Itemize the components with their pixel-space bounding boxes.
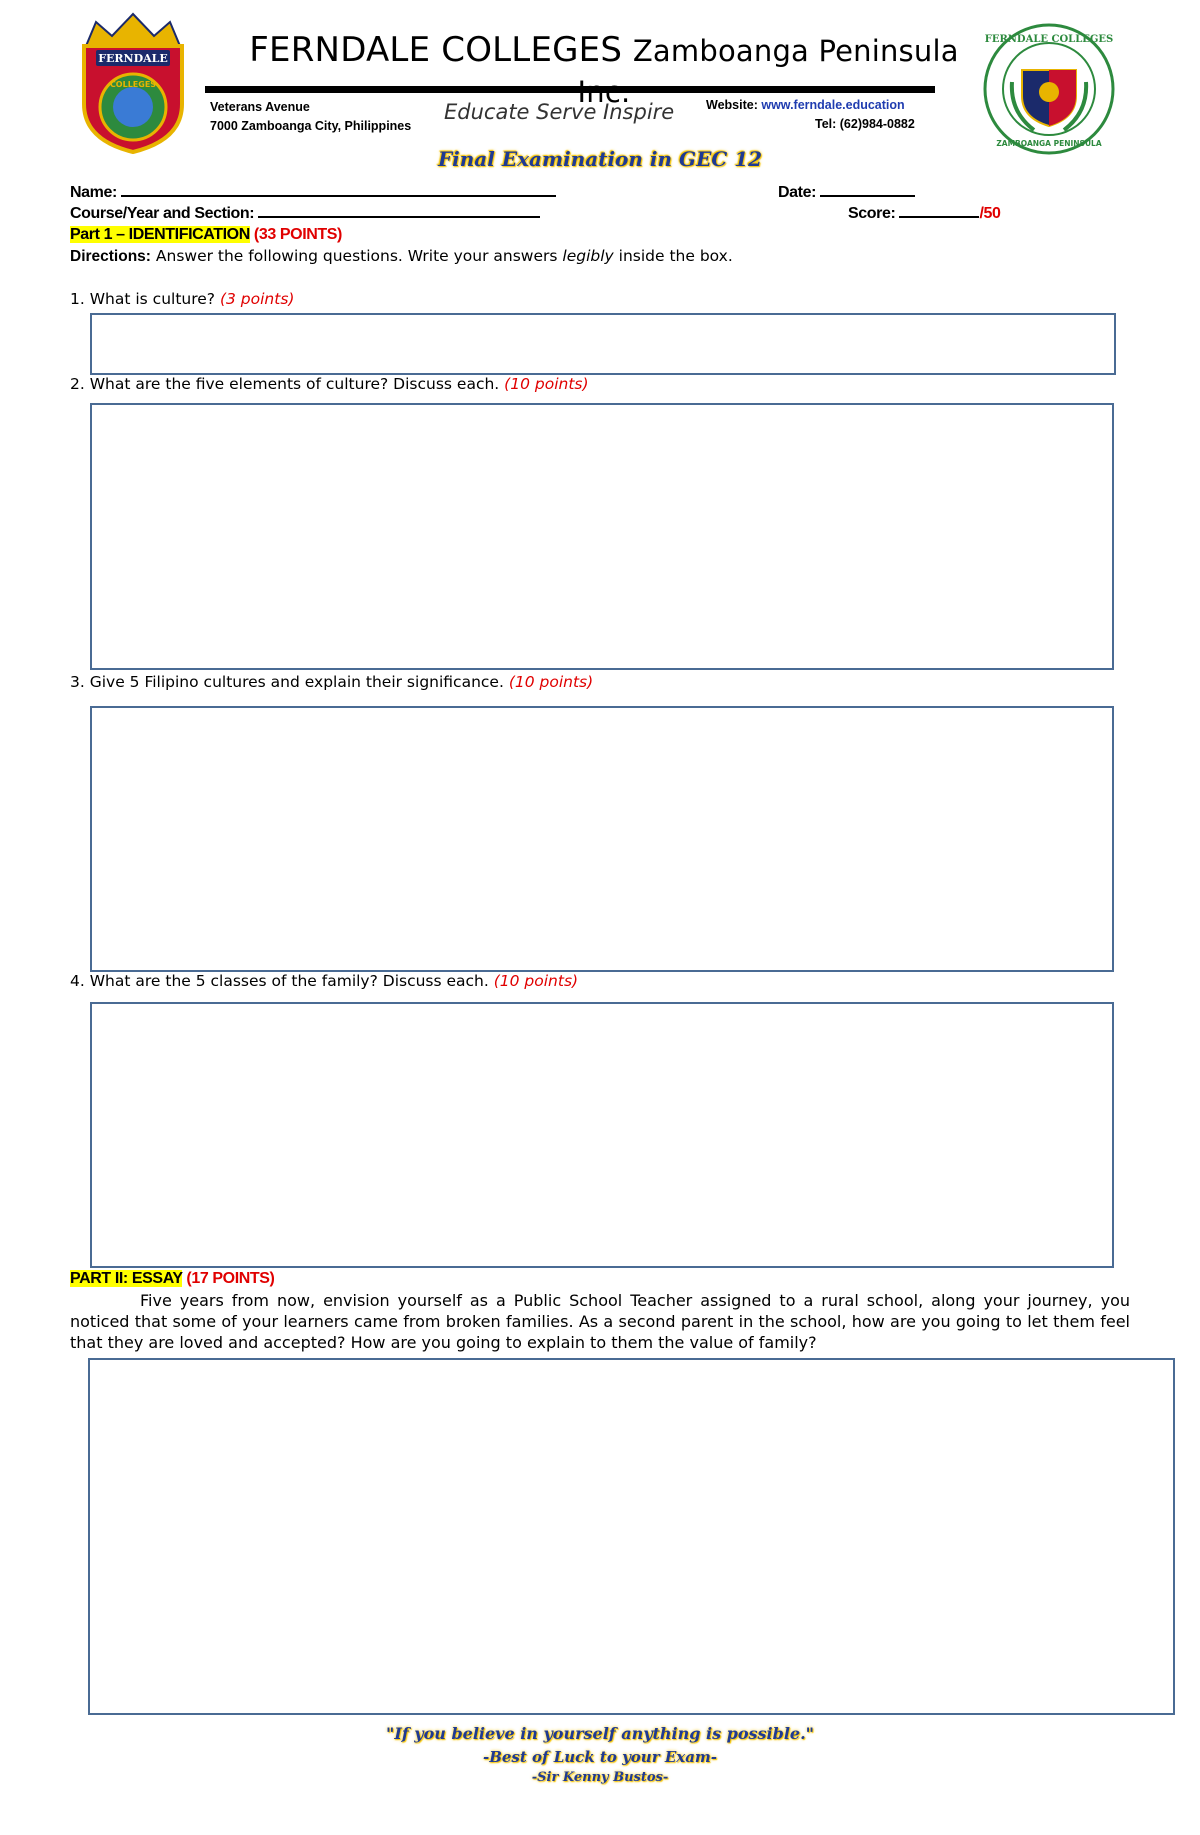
svg-text:ZAMBOANGA PENINSULA: ZAMBOANGA PENINSULA: [996, 139, 1102, 148]
exam-title: Final Examination in GEC 12: [437, 147, 763, 171]
footer-signature: -Sir Kenny Bustos-: [531, 1770, 669, 1785]
part2-points: (17 POINTS): [186, 1270, 275, 1287]
directions-emphasis: legibly: [562, 247, 614, 265]
directions-text-b: inside the box.: [613, 247, 733, 265]
question-4-text: 4. What are the 5 classes of the family? Discuss each.: [70, 972, 494, 990]
question-3: [70, 673, 593, 691]
score-label: Score:: [848, 205, 896, 222]
question-1-text: 1. What is culture?: [70, 290, 220, 308]
question-1-points: (3 points): [219, 290, 295, 308]
question-2: [70, 375, 589, 393]
directions: [70, 247, 733, 266]
course-line[interactable]: [258, 216, 540, 218]
address-line-1: Veterans Avenue: [210, 100, 310, 114]
score-line[interactable]: [899, 216, 979, 218]
left-logo-text: FERNDALE: [98, 52, 168, 65]
part1-points: (33 POINTS): [253, 226, 342, 243]
header-rule: [205, 86, 935, 93]
date-line[interactable]: [820, 195, 915, 197]
website: [706, 98, 905, 112]
address-line-2: 7000 Zamboanga City, Philippines: [210, 119, 412, 133]
left-school-logo: [78, 12, 188, 154]
right-school-seal: [982, 22, 1117, 157]
score-field[interactable]: [848, 205, 1001, 223]
question-2-text: 2. What are the five elements of culture? Discuss each.: [70, 375, 505, 393]
score-total: /50: [979, 205, 1001, 222]
essay-prompt: [70, 1290, 1130, 1353]
part2-heading: [70, 1270, 274, 1288]
website-label: Website:: [706, 98, 758, 112]
question-3-text: 3. Give 5 Filipino cultures and explain their significance.: [70, 673, 509, 691]
directions-text-a: Answer the following questions. Write your answers: [150, 247, 563, 265]
name-line[interactable]: [121, 195, 556, 197]
website-link[interactable]: www.ferndale.education: [761, 98, 905, 112]
question-2-points: (10 points): [504, 375, 589, 393]
question-1: [70, 290, 294, 308]
school-name-suffix: Zamboanga Peninsula: [632, 34, 959, 68]
directions-label: Directions:: [70, 248, 151, 265]
school-name-main: FERNDALE COLLEGES: [249, 30, 623, 70]
telephone: Tel: (62)984-0882: [815, 117, 915, 131]
school-motto: Educate Serve Inspire: [444, 100, 675, 124]
essay-answer-box[interactable]: [88, 1358, 1175, 1715]
date-label: Date:: [778, 184, 817, 201]
answer-box-2[interactable]: [90, 403, 1114, 670]
answer-box-3[interactable]: [90, 706, 1114, 972]
name-label: Name:: [70, 184, 117, 201]
course-field[interactable]: [70, 205, 540, 223]
footer-wish: -Best of Luck to your Exam-: [482, 1748, 718, 1766]
question-4: [70, 972, 578, 990]
question-3-points: (10 points): [508, 673, 594, 691]
date-field[interactable]: [778, 184, 915, 202]
course-label: Course/Year and Section:: [70, 205, 255, 222]
name-field[interactable]: [70, 184, 556, 202]
svg-text:COLLEGES: COLLEGES: [109, 80, 157, 89]
part1-title: Part 1 – IDENTIFICATION: [70, 226, 250, 243]
part2-title: PART II: ESSAY: [70, 1270, 183, 1287]
question-4-points: (10 points): [493, 972, 579, 990]
footer-quote: "If you believe in yourself anything is possible.": [386, 1724, 814, 1743]
right-seal-text: FERNDALE COLLEGES: [984, 34, 1114, 45]
part1-heading: [70, 226, 342, 244]
answer-box-4[interactable]: [90, 1002, 1114, 1268]
answer-box-1[interactable]: [90, 313, 1116, 375]
essay-prompt-text: Five years from now, envision yourself as a Public School Teacher assigned to a rural school, along your journey, you noticed that some of your learners came from broken families. As a second parent in the school, how are you going to let them feel that they are loved and accepted? How are you going to explain to them the value of family?: [70, 1291, 1130, 1352]
